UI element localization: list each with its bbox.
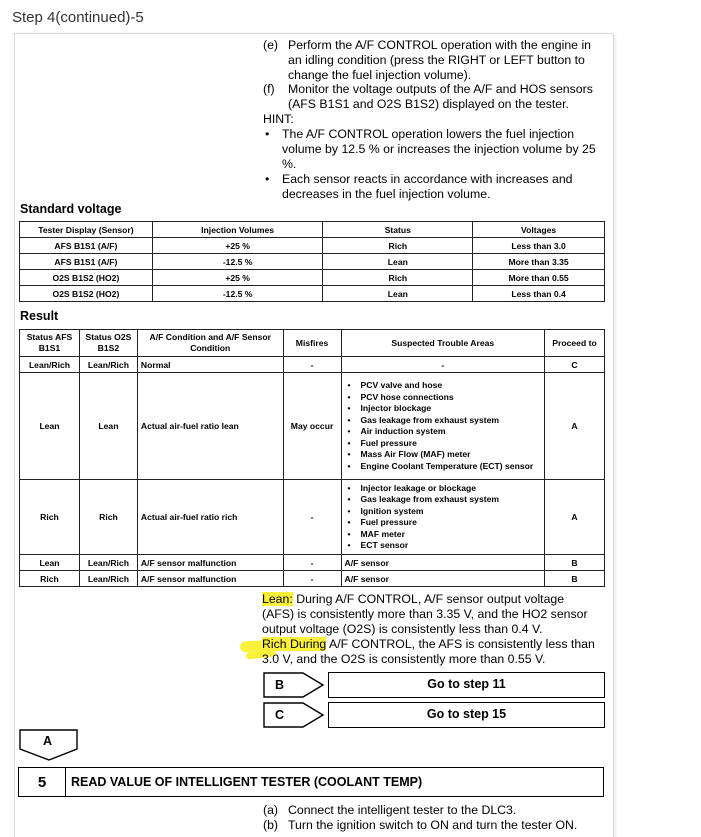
step5-instruction-a xyxy=(263,803,516,818)
list-item: • Gas leakage from exhaust system xyxy=(361,494,542,506)
instruction-f-line: Monitor the voltage outputs of the A/F and HOS sensors xyxy=(288,82,593,96)
hint-bullet-line: decreases in the fuel injection volume. xyxy=(282,187,491,201)
step5-instruction-b xyxy=(263,818,577,833)
page-title: Step 4(continued)-5 xyxy=(12,9,144,26)
table-cell: Actual air-fuel ratio lean xyxy=(137,373,283,480)
instruction-label: (a) xyxy=(263,803,279,817)
table-cell: Lean/Rich xyxy=(20,357,80,373)
table-row xyxy=(20,480,605,555)
column-header: Misfires xyxy=(283,330,341,357)
table-cell: A/F sensor xyxy=(341,555,545,571)
table-cell: Less than 3.0 xyxy=(473,238,605,254)
table-cell: Rich xyxy=(20,480,80,555)
list-item: • Engine Coolant Temperature (ECT) sensor xyxy=(361,461,542,473)
list-item: • Air induction system xyxy=(361,426,542,438)
hint-label: HINT: xyxy=(263,112,294,126)
hint-bullet-line: %. xyxy=(282,157,297,171)
standard-voltage-heading: Standard voltage xyxy=(20,202,122,216)
table-cell: Lean/Rich xyxy=(79,357,137,373)
table-cell: Lean/Rich xyxy=(79,571,137,587)
column-header: Voltages xyxy=(473,222,605,238)
table-row xyxy=(20,238,605,254)
table-cell: Rich xyxy=(323,270,473,286)
table-cell: -12.5 % xyxy=(152,286,323,302)
lean-note xyxy=(262,592,607,637)
step-title: READ VALUE OF INTELLIGENT TESTER (COOLANT TEMP) xyxy=(71,775,423,789)
table-cell: - xyxy=(283,555,341,571)
table-cell: O2S B1S2 (HO2) xyxy=(20,270,153,286)
rich-label: Rich During xyxy=(262,637,327,651)
table-row xyxy=(20,357,605,373)
table-cell: B xyxy=(545,555,605,571)
hint-bullet-line: The A/F CONTROL operation lowers the fuel injection xyxy=(282,127,575,141)
table-cell: A/F sensor malfunction xyxy=(137,571,283,587)
table-cell: Less than 0.4 xyxy=(473,286,605,302)
table-row xyxy=(20,571,605,587)
bullet-icon: • xyxy=(265,172,270,186)
table-cell: - xyxy=(283,480,341,555)
table-cell: Lean xyxy=(20,373,80,480)
column-header: Status O2S B1S2 xyxy=(79,330,137,357)
table-cell: A xyxy=(545,480,605,555)
list-item: • Mass Air Flow (MAF) meter xyxy=(361,449,542,461)
instruction-f-label: (f) xyxy=(263,82,275,96)
list-item: • Injector leakage or blockage xyxy=(361,483,542,495)
table-cell: Lean/Rich xyxy=(79,555,137,571)
table-cell: Lean xyxy=(323,286,473,302)
table-cell: A xyxy=(545,373,605,480)
branch-c-arrow xyxy=(263,702,325,728)
table-cell: C xyxy=(545,357,605,373)
column-header: Proceed to xyxy=(545,330,605,357)
table-row xyxy=(20,373,605,480)
lean-note-line: (AFS) is consistently more than 3.35 V, and the HO2 sensor xyxy=(262,607,588,621)
column-header: Status AFS B1S1 xyxy=(20,330,80,357)
instruction-e-line: change the fuel injection volume). xyxy=(288,68,472,82)
table-cell: Lean xyxy=(20,555,80,571)
table-cell: Rich xyxy=(79,480,137,555)
hint-bullet-2 xyxy=(263,172,573,202)
table-cell xyxy=(341,373,545,480)
column-header: A/F Condition and A/F Sensor Condition xyxy=(137,330,283,357)
list-item: • PCV hose connections xyxy=(361,392,542,404)
lean-note-line: output voltage (O2S) is consistently less than 0.4 V. xyxy=(262,622,543,636)
instruction-label: (b) xyxy=(263,818,279,832)
go-to-step-15-button[interactable]: Go to step 15 xyxy=(328,702,605,728)
standard-voltage-table xyxy=(19,221,605,302)
table-cell: Rich xyxy=(20,571,80,587)
table-row xyxy=(20,270,605,286)
list-item: • MAF meter xyxy=(361,529,542,541)
table-cell: More than 0.55 xyxy=(473,270,605,286)
table-cell: A/F sensor malfunction xyxy=(137,555,283,571)
table-header-row xyxy=(20,330,605,357)
column-header: Status xyxy=(323,222,473,238)
table-cell: +25 % xyxy=(152,270,323,286)
table-cell: - xyxy=(283,571,341,587)
rich-note-text: A/F CONTROL, the AFS is consistently less than xyxy=(326,637,595,651)
hint-bullet-line: volume by 12.5 % or increases the injection volume by 25 xyxy=(282,142,596,156)
table-row xyxy=(20,286,605,302)
instruction-e xyxy=(263,38,591,83)
instruction-e-label: (e) xyxy=(263,38,279,52)
table-cell: Lean xyxy=(323,254,473,270)
step-5-header xyxy=(18,767,604,797)
table-row xyxy=(20,555,605,571)
branch-a-marker xyxy=(19,729,79,761)
column-header: Suspected Trouble Areas xyxy=(341,330,545,357)
rich-note xyxy=(262,637,607,667)
table-cell: O2S B1S2 (HO2) xyxy=(20,286,153,302)
bullet-icon: • xyxy=(265,127,270,141)
table-row xyxy=(20,254,605,270)
table-cell: AFS B1S1 (A/F) xyxy=(20,254,153,270)
instruction-e-line: an idling condition (press the RIGHT or LEFT button to xyxy=(288,53,585,67)
table-cell: A/F sensor xyxy=(341,571,545,587)
table-cell: Actual air-fuel ratio rich xyxy=(137,480,283,555)
branch-letter: A xyxy=(43,734,53,748)
table-cell: - xyxy=(283,357,341,373)
table-cell: Lean xyxy=(79,373,137,480)
instruction-f xyxy=(263,82,593,112)
table-cell: -12.5 % xyxy=(152,254,323,270)
lean-label: Lean: xyxy=(262,592,293,606)
trouble-area-list xyxy=(345,380,542,472)
list-item: • Ignition system xyxy=(361,506,542,518)
result-table xyxy=(19,329,605,587)
list-item: • PCV valve and hose xyxy=(361,380,542,392)
step-number: 5 xyxy=(19,768,66,796)
instruction-text: Turn the ignition switch to ON and turn the tester ON. xyxy=(288,818,578,832)
branch-letter: C xyxy=(275,708,285,722)
list-item: • Fuel pressure xyxy=(361,517,542,529)
go-to-step-11-button[interactable]: Go to step 11 xyxy=(328,672,605,698)
branch-letter: B xyxy=(275,678,285,692)
table-header-row xyxy=(20,222,605,238)
table-cell: B xyxy=(545,571,605,587)
result-heading: Result xyxy=(20,309,59,323)
table-cell: Rich xyxy=(323,238,473,254)
table-cell: Normal xyxy=(137,357,283,373)
table-cell: - xyxy=(341,357,545,373)
table-cell: +25 % xyxy=(152,238,323,254)
table-cell: AFS B1S1 (A/F) xyxy=(20,238,153,254)
rich-note-line: 3.0 V, and the O2S is consistently more than 0.55 V. xyxy=(262,652,546,666)
instruction-e-line: Perform the A/F CONTROL operation with the engine in xyxy=(288,38,592,52)
instruction-text: Connect the intelligent tester to the DLC3. xyxy=(288,803,517,817)
hint-bullet-line: Each sensor reacts in accordance with increases and xyxy=(282,172,573,186)
table-cell: May occur xyxy=(283,373,341,480)
table-cell: More than 3.35 xyxy=(473,254,605,270)
branch-b-arrow xyxy=(263,672,325,698)
list-item: • Injector blockage xyxy=(361,403,542,415)
column-header: Injection Volumes xyxy=(152,222,323,238)
list-item: • Fuel pressure xyxy=(361,438,542,450)
list-item: • Gas leakage from exhaust system xyxy=(361,415,542,427)
column-header: Tester Display (Sensor) xyxy=(20,222,153,238)
instruction-f-line: (AFS B1S1 and O2S B1S2) displayed on the tester. xyxy=(288,97,569,111)
hint-bullet-1 xyxy=(263,127,596,172)
lean-note-text: During A/F CONTROL, A/F sensor output voltage xyxy=(292,592,565,606)
list-item: • ECT sensor xyxy=(361,540,542,552)
table-cell xyxy=(341,480,545,555)
trouble-area-list xyxy=(345,483,542,552)
